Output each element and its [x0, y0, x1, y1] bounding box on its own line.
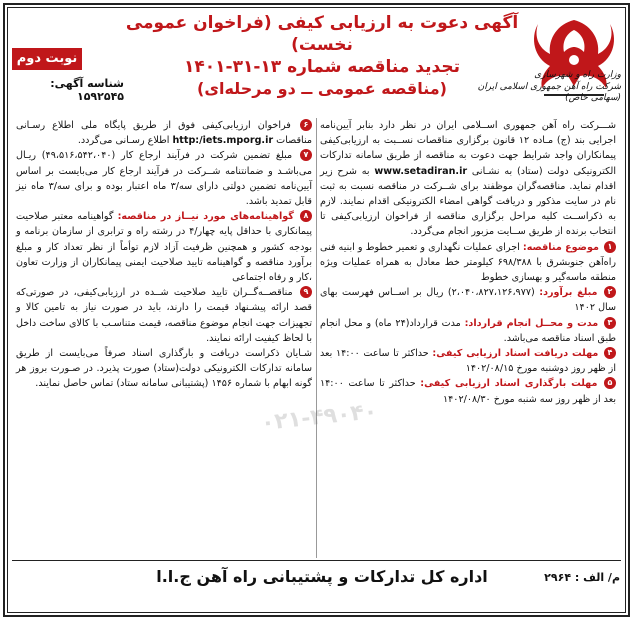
watermark: ۰۲۱-۴۹۰۴۰ [259, 399, 379, 437]
title-line-3: (مناقصه عمومی ــ دو مرحله‌ای) [197, 79, 447, 98]
intro-text-b: به شرح زیر اقدام نماید. مناقصه‌گران موظفند برای شــرکت در مناقصه نسبت به ثبت نام در سایت مذکور و دریافت گواهی امضاء الکترونیکی اقدام نمایند. لازم به ذکراســت کلیه مراحل برگزاری مناقصه از فراخوان ارزیابی‌کیفی تا انتخاب برنده از طریق ســایت مزبور انجام می‌گردد. [320, 165, 616, 238]
item-5-number-icon: ۵ [604, 377, 616, 389]
title-block [118, 12, 526, 100]
right-column [320, 118, 616, 407]
item-6 [16, 118, 312, 148]
intro-text-a: شـــرکت راه آهن جمهوری اســلامی ایران در نظر دارد بنابر آیین‌نامه اجرایی بند (ج) مـاده ۱۲ قانون برگزاری مناقصات نســبت به ارزیابی‌کیفی پیمانکاران واجد شرایط جهت دعوت به مناقصه از طریق سامانه تدارکات الکترونیکی دولت (ستاد) به نشـانی [320, 120, 616, 177]
item-2-number-icon: ۲ [604, 286, 616, 298]
item-7-number-icon: ۷ [300, 149, 312, 161]
item-7 [16, 148, 312, 209]
item-8-label: گواهینامه‌های مورد نیــاز در مناقصه: [117, 211, 294, 223]
item-3-label: مدت و محــل انجام قرارداد: [464, 317, 599, 329]
item-3-number-icon: ۳ [604, 317, 616, 329]
item-8-number-icon: ۸ [300, 210, 312, 222]
closing-paragraph: شـایان ذکراست دریافت و بارگذاری اسناد صرفاً می‌بایست از طریق سامانه تدارکات الکترونیکی دولت(ستاد) صورت پذیرد. در صـورت بروز هر گونه ابهام با شماره ۱۴۵۶ (پشتیبانی سامانه ستاد) تماس حاصل نمایند. [16, 348, 312, 390]
title-line-2: تجدید مناقصه شماره ۱۳-۳۱-۱۴۰۱ [184, 57, 460, 77]
item-1 [320, 240, 616, 286]
item-4-number-icon: ۴ [604, 347, 616, 359]
left-column [16, 118, 312, 392]
item-4-text: حداکثر تا ساعت ۱۴:۰۰ بعد از ظهر روز دوشنبه مورخ ۱۴۰۲/۰۸/۱۵ [320, 348, 616, 375]
intro-paragraph [320, 118, 616, 240]
item-1-text: اجرای عملیات نگهداری و تعمیر خطوط و ابنیه فنی راه‌آهن جنوبشرق با ۶۹۸/۳۸۸ کیلومتر خط معادل به همراه عملیات ویژه منطقه ماسه‌گیر و بهسازی خطوط [320, 241, 616, 284]
footer-organization: اداره کل تدارکات و پشتیبانی راه آهن ج.ا.ا [156, 567, 488, 586]
item-9-number-icon: ۹ [300, 286, 312, 298]
item-9 [16, 285, 312, 346]
company-name: شرکت راه آهن جمهوری اسلامی ایران (سهامی خاص) [477, 82, 621, 103]
item-7-text: مبلغ تضمین شرکت در فرآیند ارجاع کار (۴۹،۵۱۶،۵۴۲،۰۴۰) ریـال می‌باشـد و ضمانتنامه شــرکت در فرآیند ارجاع کار می‌بایست بر اساس آیین‌نامه تضمین دولتی دارای سه/۳ ماه اعتبار بوده و برای سه/۳ ماه نیز قابل تمدید باشد. [16, 150, 312, 208]
iets-link[interactable]: http:/iets.mporg.ir [172, 135, 274, 147]
item-2-label: مبلغ برآورد: [539, 287, 598, 299]
footer-code: م/ الف : ۲۹۶۴ [544, 571, 620, 584]
item-6-text-a: فراخوان ارزیابی‌کیفی فوق از طریق پایگاه ملی اطلاع رسـانی مناقصات [16, 120, 312, 147]
item-5 [320, 376, 616, 406]
item-2-text: (۲،۰۴۰،۸۲۷،۱۲۶،۹۷۷) ریال بر اســاس فهرست بهای سال ۱۴۰۲ [320, 287, 616, 314]
item-3 [320, 316, 616, 346]
item-2 [320, 285, 616, 315]
item-5-text: حداکثر تا ساعت ۱۴:۰۰ بعد از ظهر روز سه شنبه مورخ ۱۴۰۲/۰۸/۳۰ [320, 378, 616, 405]
ad-id: شناسه آگهی: ۱۵۹۲۵۴۵ [50, 77, 124, 103]
item-1-number-icon: ۱ [604, 241, 616, 253]
ministry-name: وزارت راه و شهرسازی [534, 70, 621, 80]
setad-link[interactable]: www.setadiran.ir [374, 165, 468, 177]
title-line-1: آگهی دعوت به ارزیابی کیفی (فراخوان عمومی نخست) [125, 13, 519, 55]
item-3-text: مدت قرارداد(۲۴ ماه) و محل انجام طبق اسناد مناقصه می‌باشد. [320, 317, 616, 344]
footer-divider [12, 560, 621, 561]
item-8 [16, 209, 312, 285]
item-4 [320, 346, 616, 376]
item-8-text: گواهینامه معتبر صلاحیت پیمانکاری با حداقل پایه چهار/۴ در رشته راه و ترابری از سازمان برنامه و بودجه کشور و همچنین ظرفیت آزاد لازم توأماً از نظر تعداد کار و مبلغ برآورد مناقصه و گواهینامه تایید صلاحیت ایمنی پیمانکاران از وزارت تعاون ،کار و رفاه اجتماعی [16, 211, 312, 284]
item-6-number-icon: ۶ [300, 119, 312, 131]
item-1-label: موضوع مناقصه: [522, 241, 599, 253]
item-9-text: مناقصــه‌گــران تایید صلاحیت شــده در ارزیابی‌کیفی، در صورتی‌که قصد ارائه پیشـنهاد قیمت را دارند، باید در صورت نیاز به تامین کالا و تجهیزات جهت انجام موضوع مناقصه، قیمت متناسـب با کالای ساخت داخل با لحاظ کیفیت ارائه نمایند. [16, 287, 312, 344]
item-6-text-b: اطلاع رسـانی می‌گردد. [77, 135, 170, 147]
turn-badge: نوبت دوم [12, 48, 82, 70]
item-4-label: مهلت دریافت اسناد ارزیابی کیفی: [432, 348, 599, 360]
item-5-label: مهلت بارگذاری اسناد ارزیابی کیفی: [420, 378, 598, 390]
column-divider [316, 118, 317, 558]
